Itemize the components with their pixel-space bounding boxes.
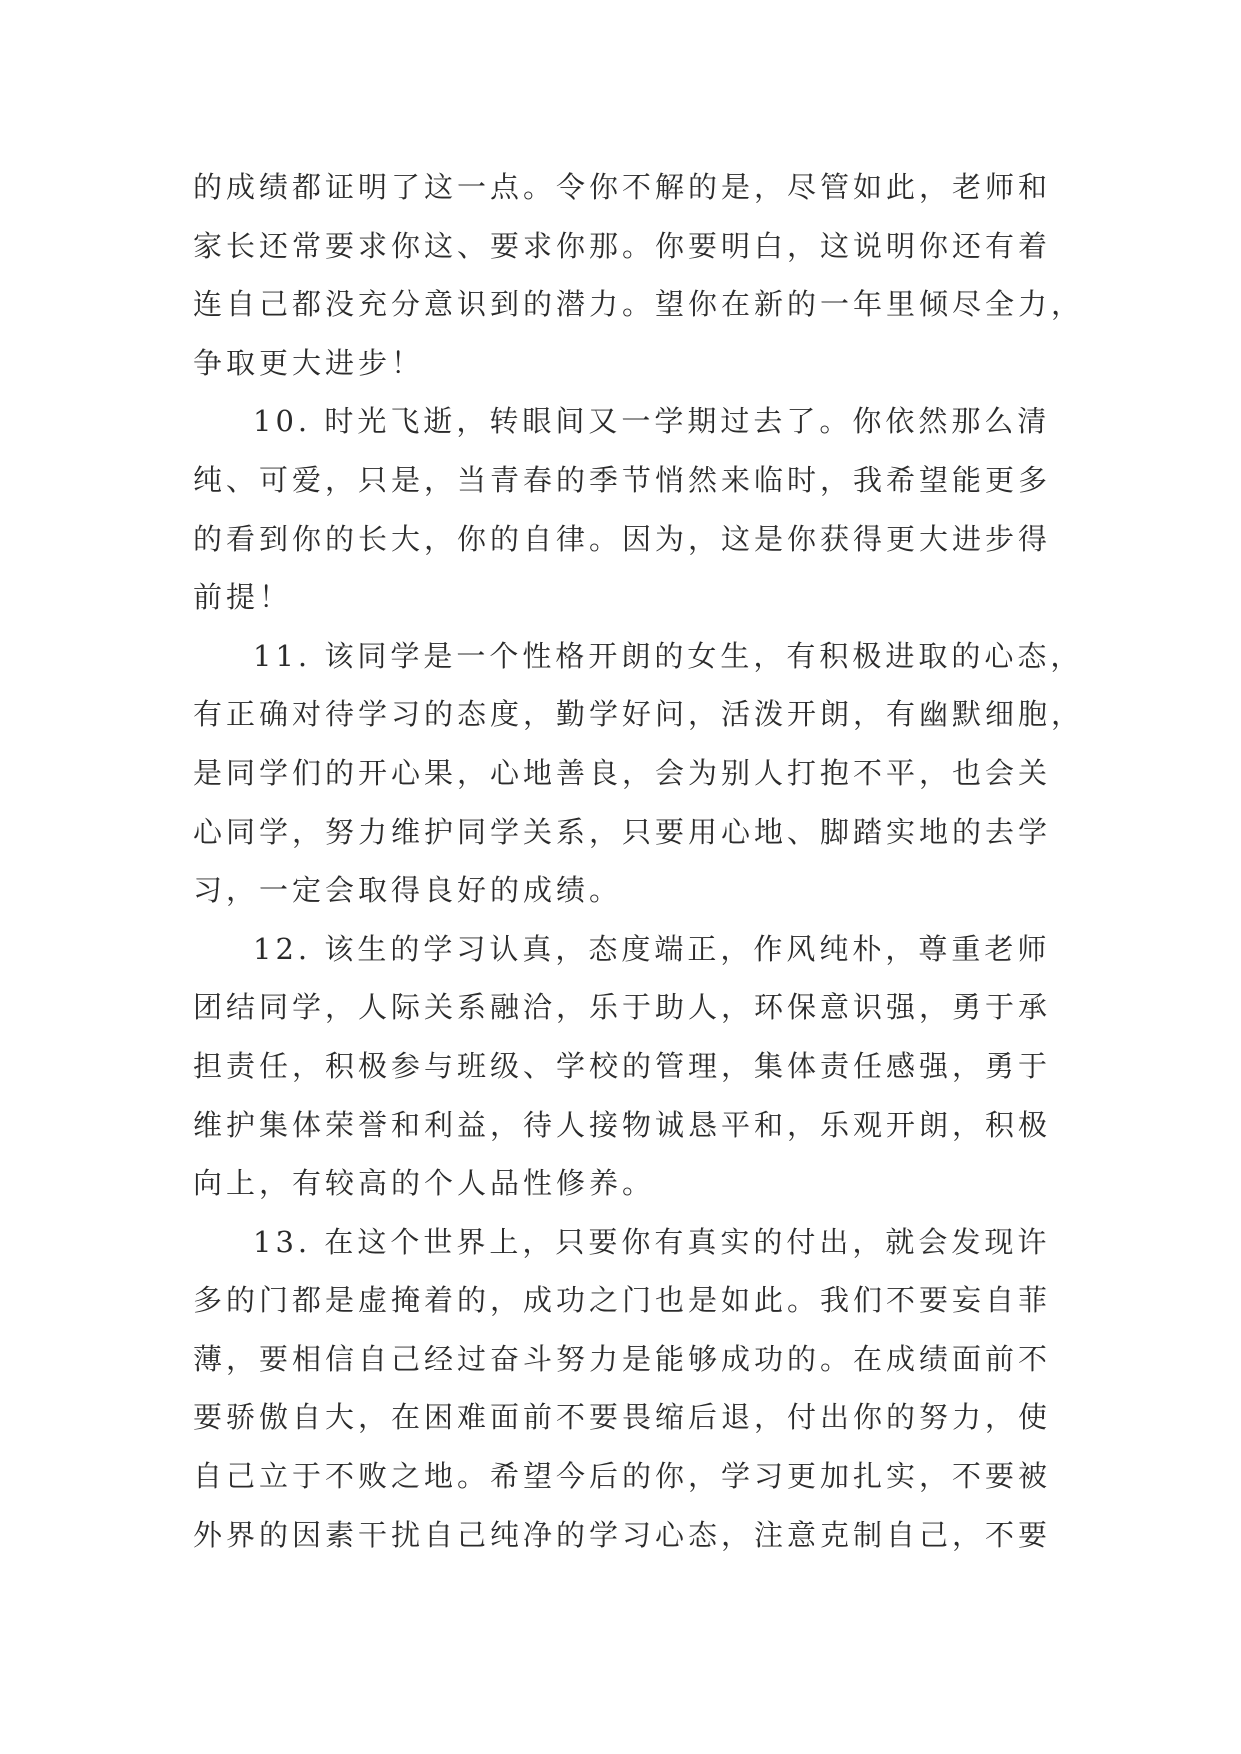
- text-line: 纯、可爱，只是，当青春的季节悄然来临时，我希望能更多: [193, 462, 1052, 497]
- text-line: 维护集体荣誉和利益，待人接物诚恳平和，乐观开朗，积极: [193, 1107, 1052, 1142]
- paragraph-first-line: 13. 在这个世界上，只要你有真实的付出，就会发现许: [253, 1224, 1051, 1259]
- text-line: 有正确对待学习的态度，勤学好问，活泼开朗，有幽默细胞，: [193, 697, 1085, 732]
- paragraph-first-line: 11. 该同学是一个性格开朗的女生，有积极进取的心态，: [253, 638, 1084, 673]
- text-line: 家长还常要求你这、要求你那。你要明白，这说明你还有着: [193, 228, 1052, 263]
- text-line: 要骄傲自大，在困难面前不要畏缩后退，付出你的努力，使: [193, 1400, 1052, 1435]
- text-line: 连自己都没充分意识到的潜力。望你在新的一年里倾尽全力，: [193, 287, 1085, 322]
- text-line: 团结同学，人际关系融洽，乐于助人，环保意识强，勇于承: [193, 990, 1052, 1025]
- text-line: 的看到你的长大，你的自律。因为，这是你获得更大进步得: [193, 521, 1052, 556]
- text-line: 担责任，积极参与班级、学校的管理，集体责任感强，勇于: [193, 1048, 1052, 1083]
- text-line: 多的门都是虚掩着的，成功之门也是如此。我们不要妄自菲: [193, 1283, 1052, 1318]
- paragraph-first-line: 12. 该生的学习认真，态度端正，作风纯朴，尊重老师: [253, 931, 1051, 966]
- text-line: 薄，要相信自己经过奋斗努力是能够成功的。在成绩面前不: [193, 1341, 1052, 1376]
- paragraph-first-line: 10. 时光飞逝，转眼间又一学期过去了。你依然那么清: [253, 404, 1051, 439]
- text-line: 争取更大进步！: [193, 345, 425, 380]
- text-line: 向上，有较高的个人品性修养。: [193, 1166, 656, 1201]
- document-body: [193, 158, 1093, 1564]
- text-line: 心同学，努力维护同学关系，只要用心地、脚踏实地的去学: [193, 814, 1052, 849]
- text-line: 是同学们的开心果，心地善良，会为别人打抱不平，也会关: [193, 755, 1052, 790]
- text-line: 外界的因素干扰自己纯净的学习心态，注意克制自己，不要: [193, 1517, 1052, 1552]
- text-line: 自己立于不败之地。希望今后的你，学习更加扎实，不要被: [193, 1459, 1052, 1494]
- text-line: 前提！: [193, 580, 293, 615]
- text-line: 的成绩都证明了这一点。令你不解的是，尽管如此，老师和: [193, 170, 1052, 204]
- text-line: 习，一定会取得良好的成绩。: [193, 873, 623, 908]
